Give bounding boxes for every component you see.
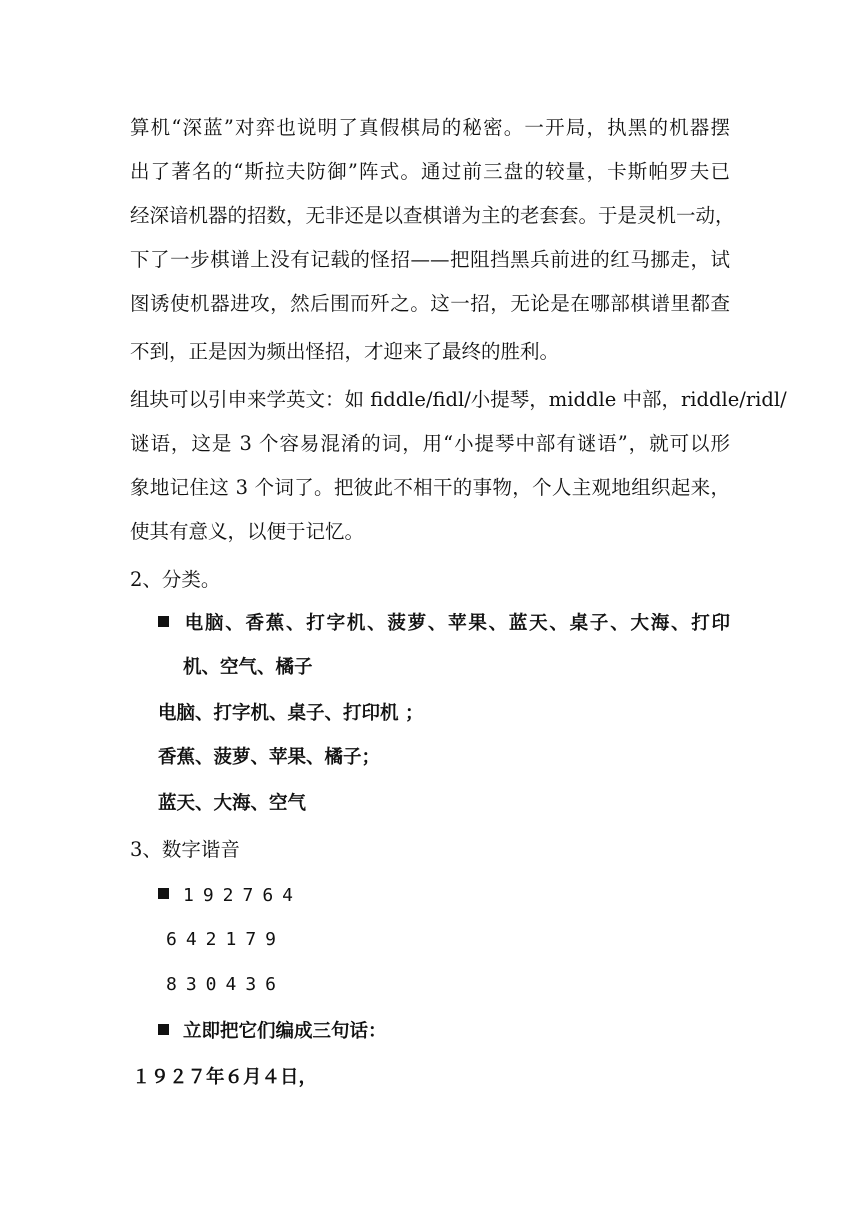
group-nature: 蓝天、大海、空气 xyxy=(158,793,307,814)
bullet-continuation: 机、空气、橘子 xyxy=(183,657,313,678)
number-row-1 xyxy=(158,883,758,908)
paragraph-line: 经深谙机器的招数，无非还是以查棋谱为主的老套套。于是灵机一动， xyxy=(130,204,735,227)
paragraph-line: 算机“深蓝”对弈也说明了真假棋局的秘密。一开局，执黑的机器摆 xyxy=(130,116,730,139)
paragraph-line: 组块可以引申来学英文：如 fiddle/fidl/小提琴，middle 中部，riddle/ridl/ xyxy=(130,388,787,411)
square-bullet-icon xyxy=(158,616,169,627)
group-electronics: 电脑、打字机、桌子、打印机 ； xyxy=(158,703,424,724)
square-bullet-icon xyxy=(158,1024,169,1035)
paragraph-line: 图诱使机器进攻，然后围而歼之。这一招，无论是在哪部棋谱里都查 xyxy=(130,292,730,315)
section-heading-classification: 2、分类。 xyxy=(130,568,221,591)
paragraph-line: 象地记住这 3 个词了。把彼此不相干的事物，个人主观地组织起来， xyxy=(130,476,730,499)
bullet-text: 电脑、香蕉、打字机、菠萝、苹果、蓝天、桌子、大海、打印 xyxy=(183,613,730,634)
group-fruits: 香蕉、菠萝、苹果、橘子； xyxy=(158,747,381,768)
number-row-3: 830436 xyxy=(166,974,286,995)
sentence-line: １９２７年６月４日， xyxy=(132,1067,318,1088)
paragraph-line: 下了一步棋谱上没有记载的怪招——把阻挡黑兵前进的红马挪走，试 xyxy=(130,248,730,271)
paragraph-line: 出了著名的“斯拉夫防御”阵式。通过前三盘的较量，卡斯帕罗夫已 xyxy=(130,160,730,183)
paragraph-line: 不到，正是因为频出怪招，才迎来了最终的胜利。 xyxy=(130,340,560,363)
section-heading-number-homophone: 3、数字谐音 xyxy=(130,838,240,861)
paragraph-line: 谜语，这是 3 个容易混淆的词，用“小提琴中部有谜语”，就可以形 xyxy=(130,432,730,455)
bullet-text: 立即把它们编成三句话： xyxy=(183,1021,387,1042)
square-bullet-icon xyxy=(158,888,169,899)
number-sequence: 192764 xyxy=(183,885,303,906)
bullet-item-sentences xyxy=(158,1020,758,1044)
paragraph-line: 使其有意义，以便于记忆。 xyxy=(130,520,365,543)
bullet-item-classification xyxy=(158,612,730,636)
number-row-2: 642179 xyxy=(166,929,286,950)
